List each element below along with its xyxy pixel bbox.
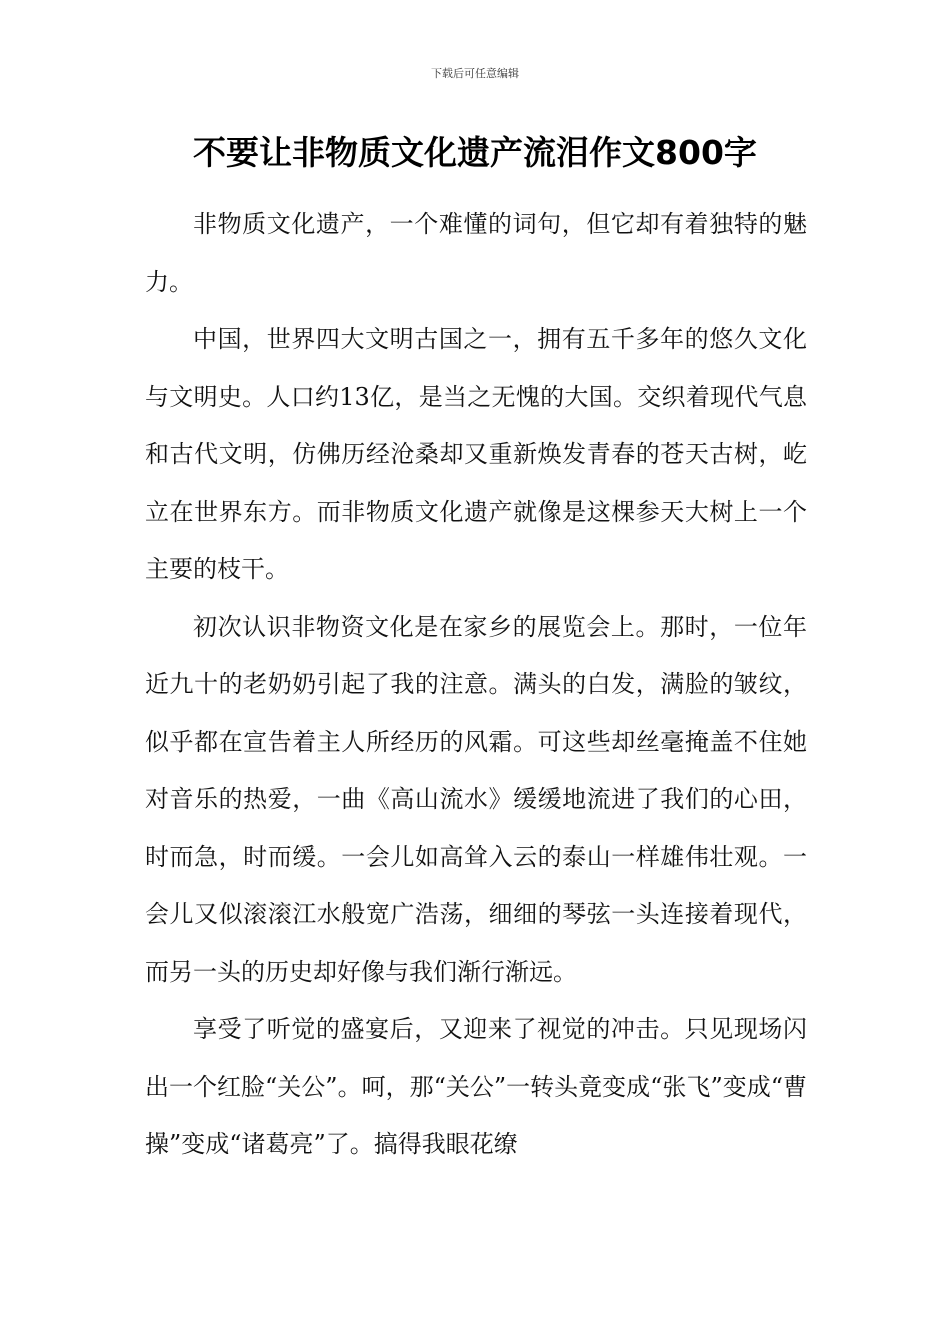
paragraph: 非物质文化遗产，一个难懂的词句，但它却有着独特的魅力。: [145, 210, 807, 296]
essay-body: [145, 196, 807, 1174]
paragraph: 中国，世界四大文明古国之一，拥有五千多年的悠久文化与文明史。人口约13亿，是当之无愧的大国。交织着现代气息和古代文明，仿佛历经沧桑却又重新焕发青春的苍天古树，屹立在世界东方。而非物质文化遗产就像是这棵参天大树上一个主要的枝干。: [145, 325, 807, 583]
paragraph: 初次认识非物资文化是在家乡的展览会上。那时，一位年近九十的老奶奶引起了我的注意。满头的白发，满脸的皱纹，似乎都在宣告着主人所经历的风霜。可这些却丝毫掩盖不住她对音乐的热爱，一曲《高山流水》缓缓地流进了我们的心田，时而急，时而缓。一会儿如高耸入云的泰山一样雄伟壮观。一会儿又似滚滚江水般宽广浩荡，细细的琴弦一头连接着现代，而另一头的历史却好像与我们渐行渐远。: [145, 612, 807, 986]
header-note: 下载后可任意编辑: [431, 67, 519, 80]
page-title: 不要让非物质文化遗产流泪作文800字: [193, 133, 757, 172]
paragraph: 享受了听觉的盛宴后，又迎来了视觉的冲击。只见现场闪出一个红脸“关公”。呵，那“关公”一转头竟变成“张飞”变成“曹操”变成“诸葛亮”了。搞得我眼花缭: [145, 1015, 807, 1158]
